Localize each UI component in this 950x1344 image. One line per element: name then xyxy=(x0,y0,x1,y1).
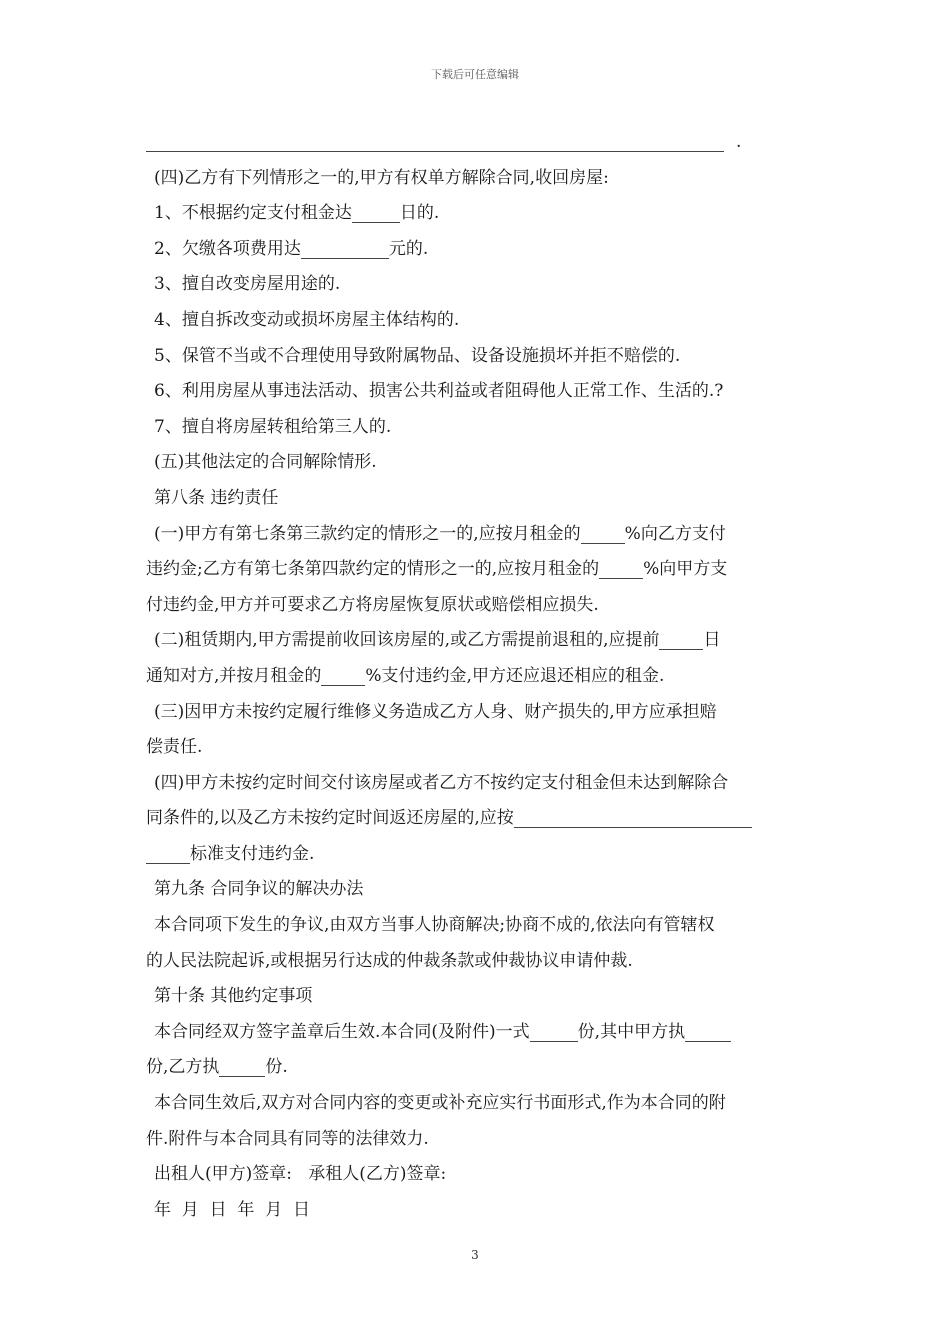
article-9-para-line-1: 本合同项下发生的争议,由双方当事人协商解决;协商不成的,依法向有管辖权 xyxy=(154,915,715,936)
blank-standard xyxy=(146,843,190,864)
article-8-para-1-line-1: (一)甲方有第七条第三款约定的情形之一的,应按月租金的 %向乙方支付 xyxy=(154,523,726,544)
page-number: 3 xyxy=(471,1248,479,1262)
article-8-para-4-line-1: (四)甲方未按约定时间交付该房屋或者乙方不按约定支付租金但未达到解除合 xyxy=(154,772,729,793)
blank-days xyxy=(659,629,703,650)
article-10-para-2-line-2: 件.附件与本合同具有同等的法律效力. xyxy=(146,1128,429,1149)
clause-4-title: (四)乙方有下列情形之一的,甲方有权单方解除合同,收回房屋: xyxy=(154,167,609,188)
article-8-para-4-line-3: 标准支付违约金. xyxy=(146,837,806,873)
article-8-para-2-line-1: (二)租赁期内,甲方需提前收回该房屋的,或乙方需提前退租的,应提前 日 xyxy=(154,630,721,651)
blank-percent xyxy=(581,523,625,544)
blank-percent xyxy=(599,558,643,579)
trailing-dot: . xyxy=(736,132,742,152)
article-10-heading: 第十条 其他约定事项 xyxy=(154,986,313,1007)
clause-4-item-4: 4、擅自拆改变动或损坏房屋主体结构的. xyxy=(154,309,460,330)
clause-4-item-7: 7、擅自将房屋转租给第三人的. xyxy=(154,416,392,437)
signature-line: 出租人(甲方)签章: 承租人(乙方)签章: xyxy=(154,1164,447,1185)
blank-percent xyxy=(321,665,365,686)
top-blank-line xyxy=(146,125,806,161)
clause-4-item-1: 1、不根据约定支付租金达 日的. xyxy=(154,203,440,224)
blank-line xyxy=(146,131,724,152)
blank-copies xyxy=(530,1021,578,1042)
article-10-para-2-line-1: 本合同生效后,双方对合同内容的变更或补充应实行书面形式,作为本合同的附 xyxy=(154,1093,726,1114)
blank-days xyxy=(352,202,400,223)
date-line: 年 月 日 年 月 日 xyxy=(154,1199,311,1220)
blank-standard xyxy=(514,807,752,828)
contract-body xyxy=(146,125,806,1228)
clause-4-item-2: 2、欠缴各项费用达 元的. xyxy=(154,238,429,259)
clause-4-item-6: 6、利用房屋从事违法活动、损害公共利益或者阻碍他人正常工作、生活的.? xyxy=(154,381,724,402)
article-10-para-1-line-1: 本合同经双方签字盖章后生效.本合同(及附件)一式 份,其中甲方执 xyxy=(146,1015,806,1051)
blank-copies xyxy=(219,1056,265,1077)
article-8-para-3-line-1: (三)因甲方未按约定履行维修义务造成乙方人身、财产损失的,甲方应承担赔 xyxy=(154,701,717,722)
clause-4-item-5: 5、保管不当或不合理使用导致附属物品、设备设施损坏并拒不赔偿的. xyxy=(154,345,681,366)
article-9-para-line-2: 的人民法院起诉,或根据另行达成的仲裁条款或仲裁协议申请仲裁. xyxy=(146,950,633,971)
article-8-para-1-line-2: 违约金;乙方有第七条第四款约定的情形之一的,应按月租金的 %向甲方支 xyxy=(146,559,728,580)
blank-amount xyxy=(301,238,389,259)
article-8-para-4-line-2: 同条件的,以及乙方未按约定时间返还房屋的,应按 xyxy=(146,801,806,837)
article-8-para-2-line-2: 通知对方,并按月租金的 %支付违约金,甲方还应退还相应的租金. xyxy=(146,665,665,686)
clause-4-item-3: 3、擅自改变房屋用途的. xyxy=(154,274,341,295)
clause-5: (五)其他法定的合同解除情形. xyxy=(154,452,377,473)
article-10-para-1-line-2: 份,乙方执 份. xyxy=(146,1057,288,1078)
page-header: 下载后可任意编辑 xyxy=(431,68,519,81)
blank-copies xyxy=(685,1021,731,1042)
article-8-para-3-line-2: 偿责任. xyxy=(146,737,203,758)
article-8-para-1-line-3: 付违约金,甲方并可要求乙方将房屋恢复原状或赔偿相应损失. xyxy=(146,594,599,615)
article-9-heading: 第九条 合同争议的解决办法 xyxy=(154,879,364,900)
article-8-heading: 第八条 违约责任 xyxy=(154,487,279,508)
